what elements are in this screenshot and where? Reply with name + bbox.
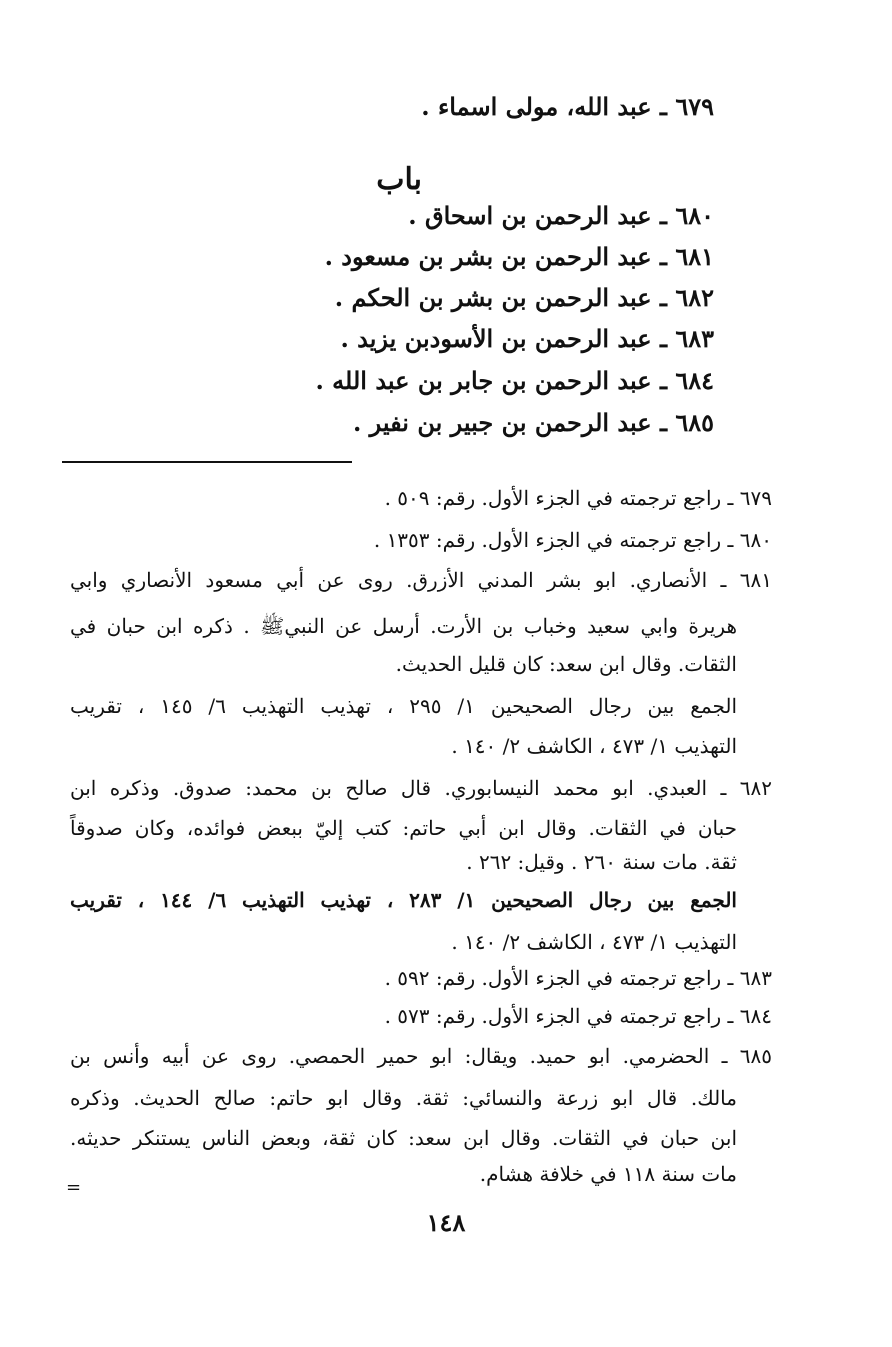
page-number: ١٤٨ — [426, 1208, 466, 1237]
footnote-685-line-4: مات سنة ١١٨ في خلافة هشام. — [479, 1162, 737, 1186]
entry-679: ٦٧٩ ـ عبد الله، مولى اسماء . — [421, 92, 714, 121]
chapter-heading: باب — [376, 162, 422, 197]
footnote-682-refs-2: التهذيب ١/ ٤٧٣ ، الكاشف ٢/ ١٤٠ . — [451, 930, 737, 954]
footnote-680: ٦٨٠ ـ راجع ترجمته في الجزء الأول. رقم: ١٣٥٣ . — [373, 528, 772, 552]
footnote-685-line-1: ٦٨٥ ـ الحضرمي. ابو حميد. ويقال: ابو حمير الحمصي. روى عن أبيه وأنس بن — [70, 1044, 772, 1068]
footnote-682-refs-1: الجمع بين رجال الصحيحين ١/ ٢٨٣ ، تهذيب التهذيب ٦/ ١٤٤ ، تقريب — [70, 888, 737, 912]
footnote-681-refs-1: الجمع بين رجال الصحيحين ١/ ٢٩٥ ، تهذيب التهذيب ٦/ ١٤٥ ، تقريب — [70, 694, 738, 718]
entry-683: ٦٨٣ ـ عبد الرحمن بن الأسودبن يزيد . — [340, 324, 714, 353]
entry-681: ٦٨١ ـ عبد الرحمن بن بشر بن مسعود . — [324, 242, 714, 271]
footnote-679: ٦٧٩ ـ راجع ترجمته في الجزء الأول. رقم: ٥٠٩ . — [384, 486, 772, 510]
footnote-681-line-2: هريرة وابي سعيد وخباب بن الأرت. أرسل عن النبيﷺ . ذكره ابن حبان في — [70, 614, 737, 638]
footnote-682-line-1: ٦٨٢ ـ العبدي. ابو محمد النيسابوري. قال صالح بن محمد: صدوق. وذكره ابن — [70, 776, 772, 800]
footnote-681-line-3: الثقات. وقال ابن سعد: كان قليل الحديث. — [395, 652, 737, 676]
footnote-divider — [62, 461, 352, 463]
footnote-682-line-2: حبان في الثقات. وقال ابن أبي حاتم: كتب إليّ ببعض فوائده، وكان صدوقاً — [70, 816, 737, 840]
entry-684: ٦٨٤ ـ عبد الرحمن بن جابر بن عبد الله . — [315, 366, 714, 395]
entry-680: ٦٨٠ ـ عبد الرحمن بن اسحاق . — [408, 201, 714, 230]
footnote-685-line-3: ابن حبان في الثقات. وقال ابن سعد: كان ثقة، وبعض الناس يستنكر حديثه. — [70, 1126, 737, 1150]
footnote-681-refs-2: التهذيب ١/ ٤٧٣ ، الكاشف ٢/ ١٤٠ . — [451, 734, 737, 758]
entry-682: ٦٨٢ ـ عبد الرحمن بن بشر بن الحكم . — [334, 283, 714, 312]
entry-685: ٦٨٥ ـ عبد الرحمن بن جبير بن نفير . — [352, 408, 714, 437]
footnote-682-line-3: ثقة. مات سنة ٢٦٠ . وقيل: ٢٦٢ . — [466, 850, 737, 874]
footnote-685-line-2: مالك. قال ابو زرعة والنسائي: ثقة. وقال ابو حاتم: صالح الحديث. وذكره — [70, 1086, 737, 1110]
footnote-684: ٦٨٤ ـ راجع ترجمته في الجزء الأول. رقم: ٥٧٣ . — [384, 1004, 772, 1028]
footnote-683: ٦٨٣ ـ راجع ترجمته في الجزء الأول. رقم: ٥٩٢ . — [384, 966, 772, 990]
end-mark: = — [66, 1177, 82, 1198]
footnote-681-line-1: ٦٨١ ـ الأنصاري. ابو بشر المدني الأزرق. روى عن أبي مسعود الأنصاري وابي — [70, 568, 772, 592]
